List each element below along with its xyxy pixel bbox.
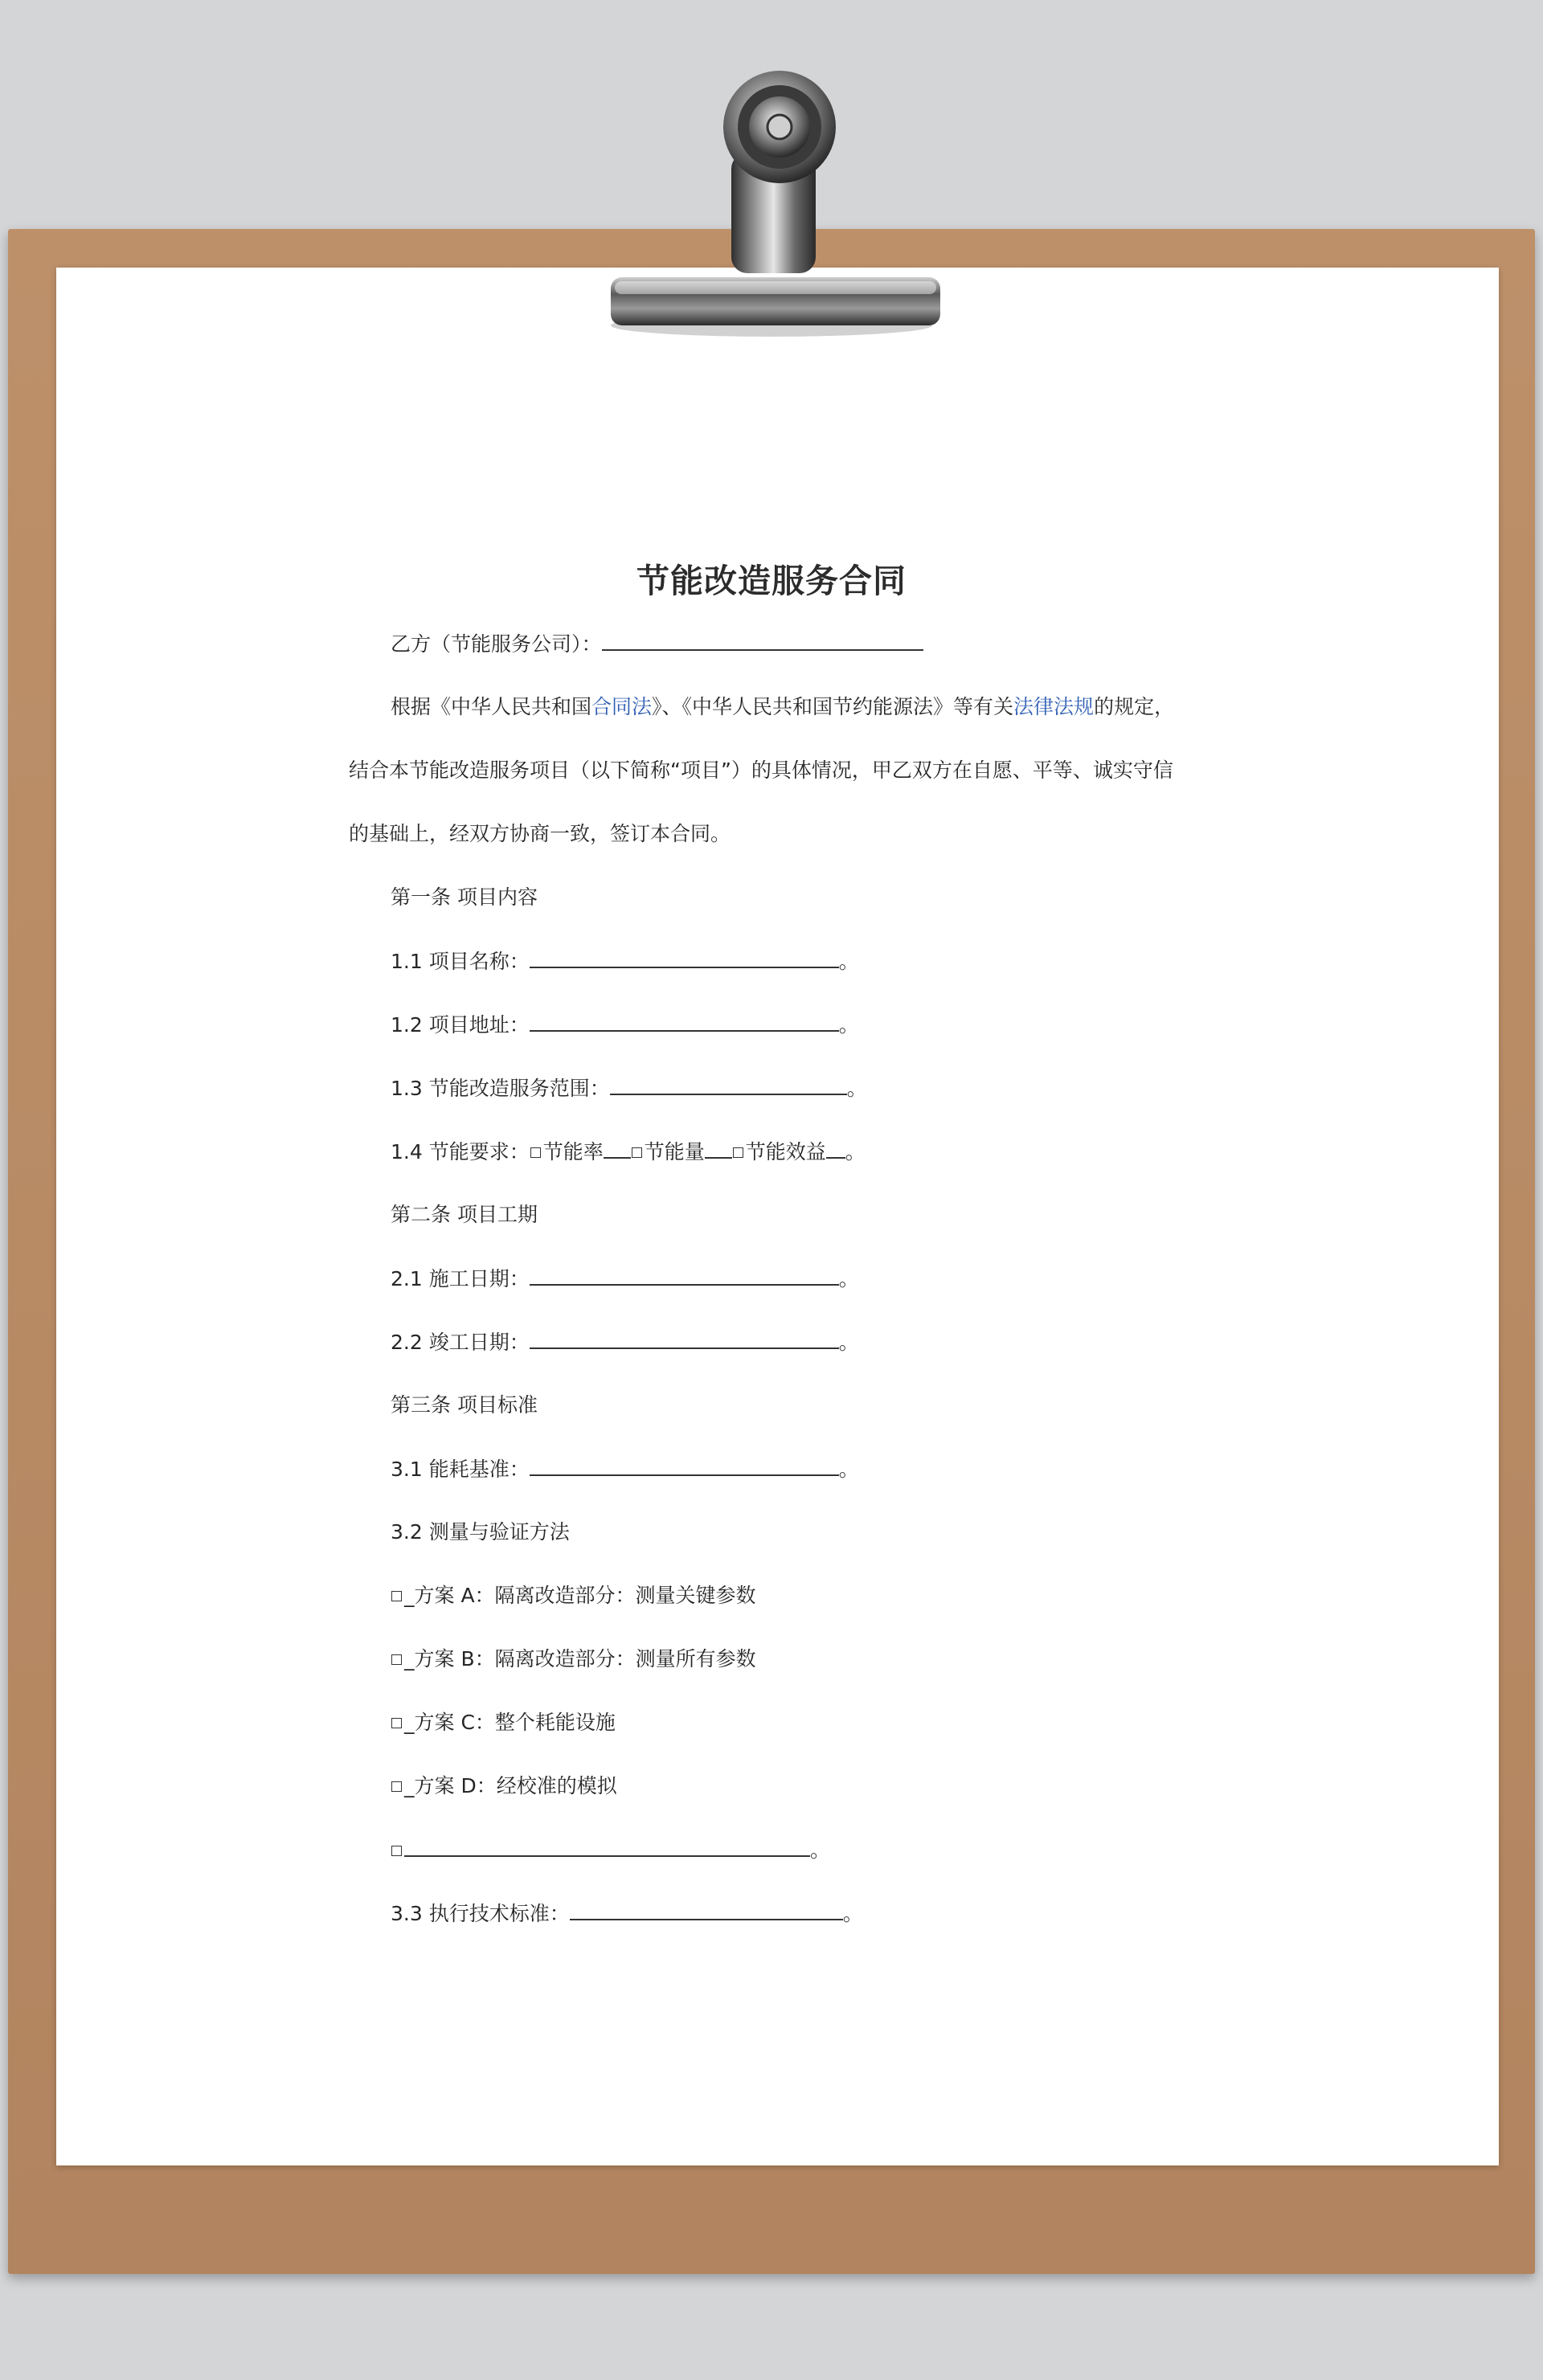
contract-law-link[interactable]: 合同法: [591, 695, 653, 718]
period: 。: [845, 1140, 866, 1163]
item-3-3: [391, 1900, 863, 1928]
option-c-label: _方案 C：整个耗能设施: [404, 1711, 616, 1734]
period: 。: [838, 950, 859, 973]
party-b-line: [391, 630, 923, 658]
option-b: [391, 1646, 756, 1673]
checkbox-icon[interactable]: [391, 1591, 402, 1601]
energy-baseline-blank[interactable]: [530, 1455, 839, 1476]
intro-paragraph-line2: 结合本节能改造服务项目（以下简称“项目”）的具体情况，甲乙双方在自愿、平等、诚实守信: [349, 759, 1173, 782]
option-saving-benefit: 节能效益: [745, 1140, 826, 1163]
period: 。: [838, 1331, 859, 1354]
period: 。: [810, 1838, 831, 1862]
checkbox-icon[interactable]: [632, 1147, 642, 1158]
item-2-2: [391, 1328, 859, 1356]
period: 。: [846, 1077, 867, 1100]
item-3-2: 3.2 测量与验证方法: [391, 1520, 570, 1544]
intro-text-b: 》、《中华人民共和国节约能源法》等有关: [652, 695, 1014, 718]
checkbox-icon[interactable]: [733, 1147, 743, 1158]
item-1-3-label: 1.3 节能改造服务范围：: [391, 1077, 610, 1100]
item-2-2-label: 2.2 竣工日期：: [391, 1331, 530, 1354]
intro-text-c: 的规定，: [1094, 695, 1175, 718]
option-a-label: _方案 A：隔离改造部分：测量关键参数: [404, 1584, 756, 1607]
item-2-1-label: 2.1 施工日期：: [391, 1267, 530, 1290]
party-b-blank[interactable]: [602, 630, 923, 651]
item-1-1-label: 1.1 项目名称：: [391, 950, 530, 973]
option-d-label: _方案 D：经校准的模拟: [404, 1774, 617, 1797]
option-a: [391, 1582, 756, 1609]
option-saving-amount: 节能量: [644, 1140, 705, 1163]
checkbox-icon[interactable]: [530, 1147, 541, 1158]
checkbox-icon[interactable]: [391, 1718, 402, 1728]
checkbox-icon[interactable]: [391, 1846, 402, 1856]
saving-benefit-blank[interactable]: [826, 1138, 845, 1159]
other-method-blank[interactable]: [404, 1836, 810, 1857]
saving-rate-blank[interactable]: [604, 1138, 631, 1159]
period: 。: [838, 1458, 859, 1481]
service-scope-blank[interactable]: [610, 1074, 847, 1095]
item-1-2-label: 1.2 项目地址：: [391, 1013, 530, 1037]
saving-amount-blank[interactable]: [705, 1138, 732, 1159]
project-name-blank[interactable]: [530, 947, 839, 968]
item-3-1-label: 3.1 能耗基准：: [391, 1458, 530, 1481]
option-b-label: _方案 B：隔离改造部分：测量所有参数: [404, 1647, 756, 1670]
page-title: 节能改造服务合同: [636, 562, 907, 600]
period: 。: [842, 1902, 863, 1925]
article3-heading: 第三条 项目标准: [391, 1393, 538, 1417]
item-2-1: [391, 1265, 859, 1293]
option-d: [391, 1773, 617, 1800]
item-1-2: [391, 1011, 859, 1039]
period: 。: [838, 1013, 859, 1037]
technical-standard-blank[interactable]: [570, 1900, 843, 1920]
laws-regulations-link[interactable]: 法律法规: [1013, 695, 1095, 718]
option-saving-rate: 节能率: [542, 1140, 604, 1163]
item-3-3-label: 3.3 执行技术标准：: [391, 1902, 570, 1925]
checkbox-icon[interactable]: [391, 1781, 402, 1792]
completion-date-blank[interactable]: [530, 1328, 839, 1349]
intro-paragraph-line1: [391, 693, 1174, 721]
item-1-4: [391, 1138, 866, 1166]
option-c: [391, 1709, 616, 1736]
option-other: [391, 1836, 830, 1864]
checkbox-icon[interactable]: [391, 1654, 402, 1665]
party-b-label: 乙方（节能服务公司）：: [391, 632, 602, 656]
article2-heading: 第二条 项目工期: [391, 1203, 538, 1226]
item-1-1: [391, 947, 859, 975]
item-1-3: [391, 1074, 867, 1102]
period: 。: [838, 1267, 859, 1290]
intro-paragraph-line3: 的基础上，经双方协商一致，签订本合同。: [349, 822, 731, 845]
article1-heading: 第一条 项目内容: [391, 885, 538, 909]
project-address-blank[interactable]: [530, 1011, 839, 1032]
construction-date-blank[interactable]: [530, 1265, 839, 1286]
item-1-4-label: 1.4 节能要求：: [391, 1140, 530, 1163]
intro-text-a: 根据《中华人民共和国: [391, 695, 592, 718]
item-3-1: [391, 1455, 859, 1483]
